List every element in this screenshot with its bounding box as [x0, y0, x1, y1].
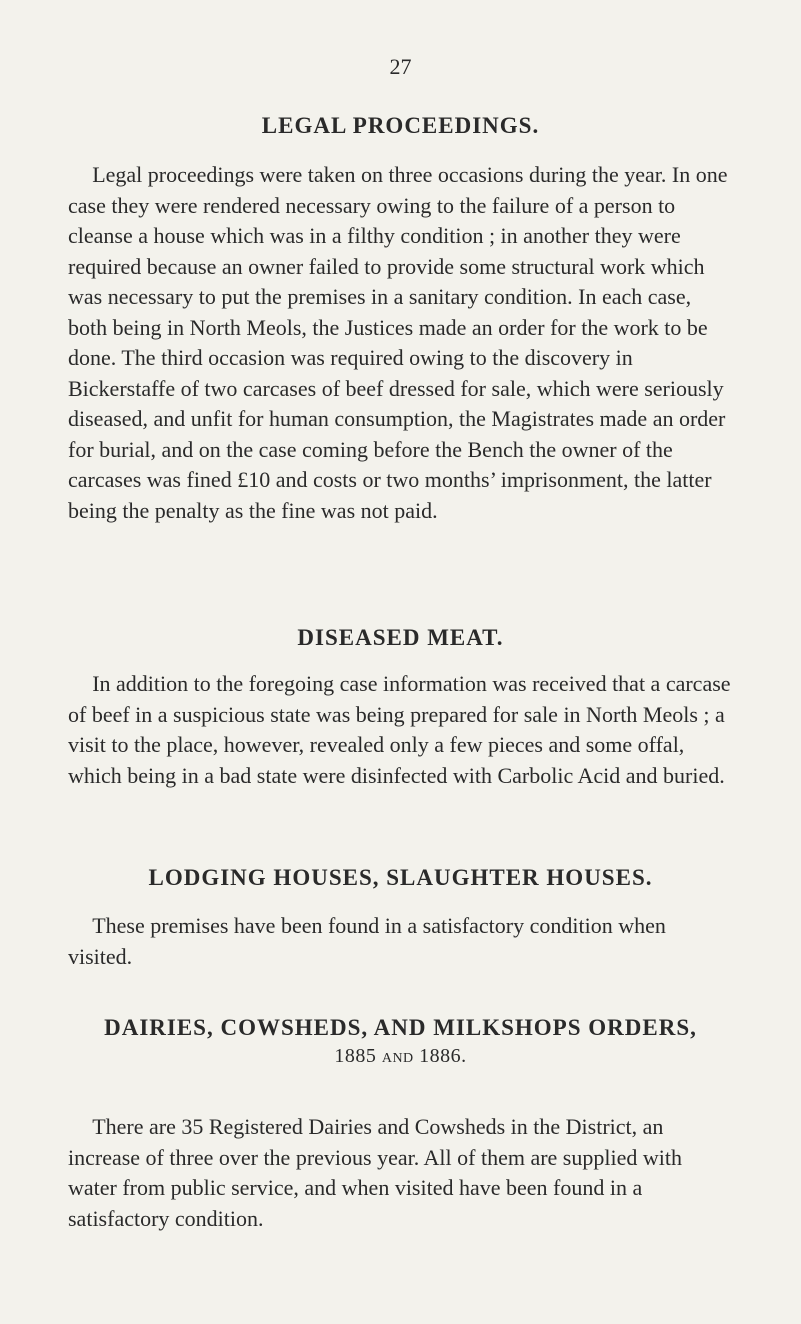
section-heading-dairies-block — [0, 1015, 801, 1068]
section-heading-dairies: DAIRIES, COWSHEDS, AND MILKSHOPS ORDERS, — [104, 1015, 697, 1040]
subheading-year-1886: 1886. — [419, 1045, 467, 1067]
section-heading-diseased-meat: DISEASED MEAT. — [297, 625, 504, 650]
section-subheading-years — [0, 1045, 801, 1068]
section-heading-legal-proceedings: LEGAL PROCEEDINGS. — [261, 113, 540, 138]
paragraph-legal-proceedings: Legal proceedings were taken on three occasions during the year. In one case they were rendered necessary owing to the failure of a person to cleanse a house which was in a filthy condition ; in another they were required because an owner failed to provide some structural work which was necessary to put the premises in a sanitary condition. In each case, both being in North Meols, the Justices made an order for the work to be done. The third occasion was required owing to the discovery in Bickerstaffe of two carcases of beef dressed for sale, which were seriously diseased, and unfit for human consumption, the Magistrates made an order for burial, and on the case coming before the Bench the owner of the carcases was fined £10 and costs or two months’ imprisonment, the latter being the penalty as the fine was not paid. — [68, 162, 728, 523]
paragraph-dairies: There are 35 Registered Dairies and Cowsheds in the District, an increase of three over the previous year. All of them are supplied with water from public service, and when visited have been found in a satisfactory condition. — [68, 1114, 682, 1231]
subheading-year-1885: 1885 — [334, 1045, 377, 1067]
paragraph-diseased-meat: In addition to the foregoing case information was received that a carcase of beef in a suspicious state was being prepared for sale in North Meols ; a visit to the place, however, revealed only a few pieces and some offal, which being in a bad state were disinfected with Carbolic Acid and buried. — [68, 671, 731, 788]
subheading-and: and — [381, 1045, 414, 1067]
paragraph-lodging-houses: These premises have been found in a satisfactory condition when visited. — [68, 913, 666, 969]
section-heading-lodging-houses: LODGING HOUSES, SLAUGHTER HOUSES. — [148, 865, 653, 890]
page-number: 27 — [389, 54, 412, 79]
